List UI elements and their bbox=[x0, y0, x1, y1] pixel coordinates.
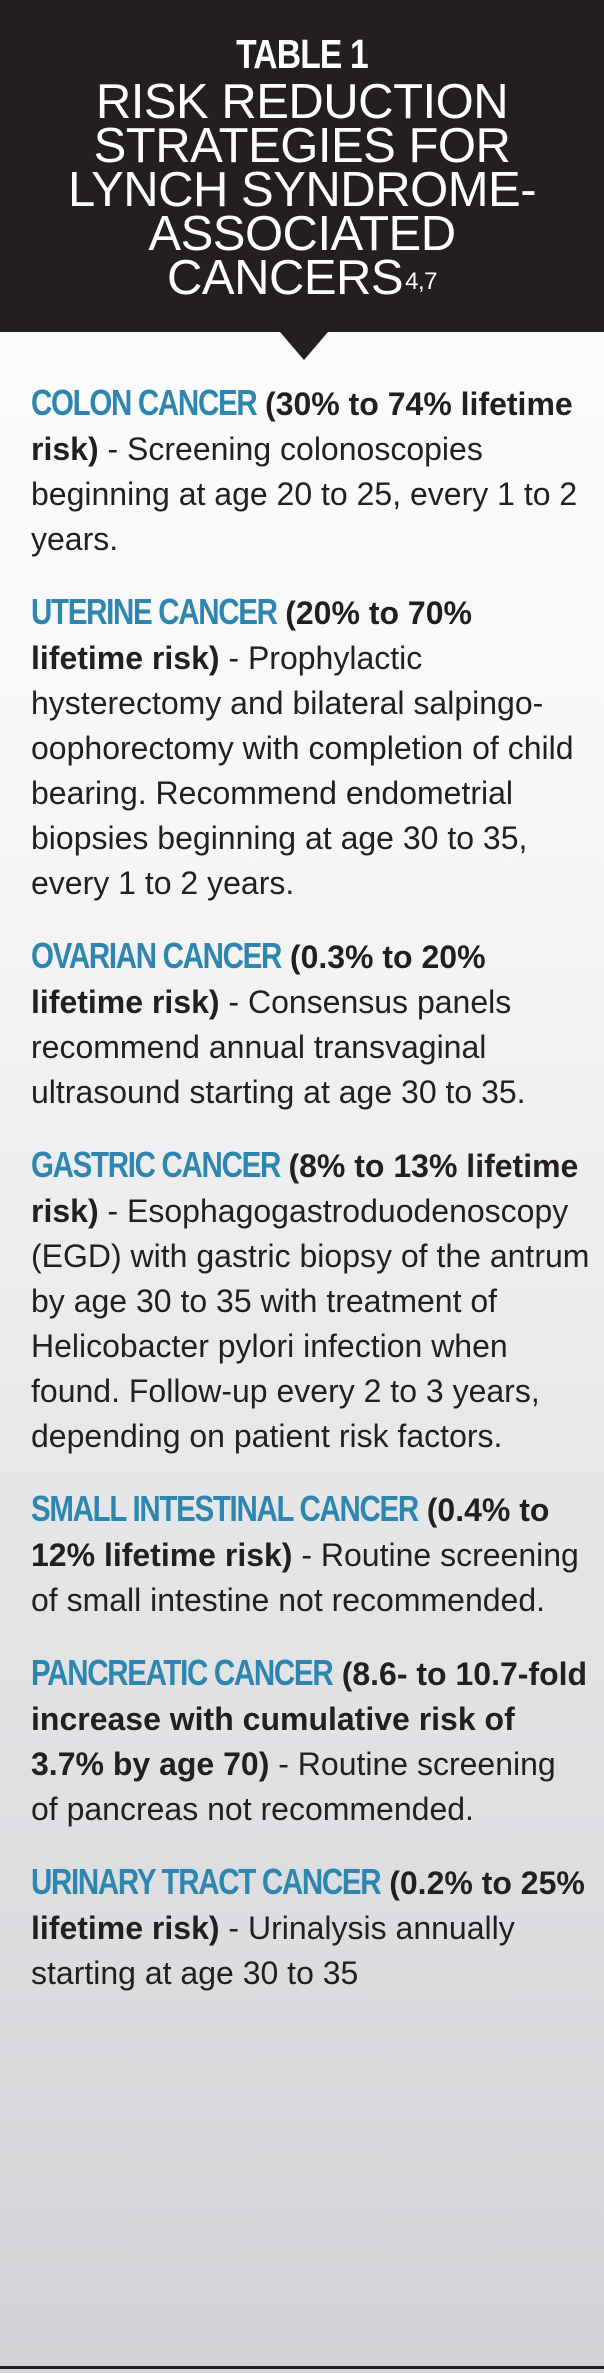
entry-risk: (0.3% to 20% lifetime risk) bbox=[31, 939, 486, 1020]
entry-name: UTERINE CANCER bbox=[31, 591, 277, 632]
entry-name: URINARY TRACT CANCER bbox=[31, 1861, 381, 1902]
entry-text: - Esophagogastroduodenoscopy (EGD) with gastric biopsy of the antrum by age 30 to 35 with treatment of Helicobacter pylori infection when found. Follow-up every 2 to 3 years, depending on patient risk factors. bbox=[31, 1193, 590, 1454]
entry-colon-cancer bbox=[31, 380, 591, 562]
entry-text: - Prophylactic hysterectomy and bilateral salpingo-oophorectomy with completion of child bearing. Recommend endometrial biopsies beginning at age 30 to 35, every 1 to 2 years. bbox=[31, 640, 574, 901]
entry-gastric-cancer bbox=[31, 1142, 591, 1459]
reference-superscript: 4,7 bbox=[405, 268, 437, 295]
entry-text: - Urinalysis annually starting at age 30 to 35 bbox=[31, 1910, 515, 1991]
entry-risk: (20% to 70% lifetime risk) bbox=[31, 595, 472, 676]
entry-risk: (0.4% to 12% lifetime risk) bbox=[31, 1492, 550, 1573]
entry-risk: (30% to 74% lifetime risk) bbox=[31, 386, 573, 467]
entry-name: OVARIAN CANCER bbox=[31, 935, 282, 976]
entry-risk: (0.2% to 25% lifetime risk) bbox=[31, 1865, 585, 1946]
entry-text: - Consensus panels recommend annual transvaginal ultrasound starting at age 30 to 35. bbox=[31, 984, 526, 1110]
table-title-text: RISK REDUCTION STRATEGIES FOR LYNCH SYNDROME-ASSOCIATED CANCERS bbox=[67, 75, 537, 305]
entry-text: - Screening colonoscopies beginning at age 20 to 25, every 1 to 2 years. bbox=[31, 431, 578, 557]
table-label: TABLE 1 bbox=[236, 31, 368, 77]
entry-text: - Routine screening of pancreas not recommended. bbox=[31, 1746, 556, 1827]
entry-name: PANCREATIC CANCER bbox=[31, 1652, 333, 1693]
bottom-divider bbox=[0, 2366, 604, 2369]
table-header bbox=[0, 0, 604, 332]
table-title bbox=[10, 75, 594, 305]
entry-risk: (8% to 13% lifetime risk) bbox=[31, 1148, 579, 1229]
entry-risk: (8.6- to 10.7-fold increase with cumulative risk of 3.7% by age 70) bbox=[31, 1656, 588, 1782]
entry-ovarian-cancer bbox=[31, 933, 591, 1115]
entry-name: COLON CANCER bbox=[31, 382, 257, 423]
entry-list bbox=[31, 380, 591, 2023]
entry-pancreatic-cancer bbox=[31, 1650, 591, 1832]
header-pointer-arrow bbox=[280, 332, 328, 360]
entry-urinary-tract-cancer bbox=[31, 1859, 591, 1996]
entry-name: SMALL INTESTINAL CANCER bbox=[31, 1488, 418, 1529]
entry-text: - Routine screening of small intestine not recommended. bbox=[31, 1537, 579, 1618]
entry-name: GASTRIC CANCER bbox=[31, 1144, 280, 1185]
entry-uterine-cancer bbox=[31, 589, 591, 906]
entry-small-intestinal-cancer bbox=[31, 1486, 591, 1623]
